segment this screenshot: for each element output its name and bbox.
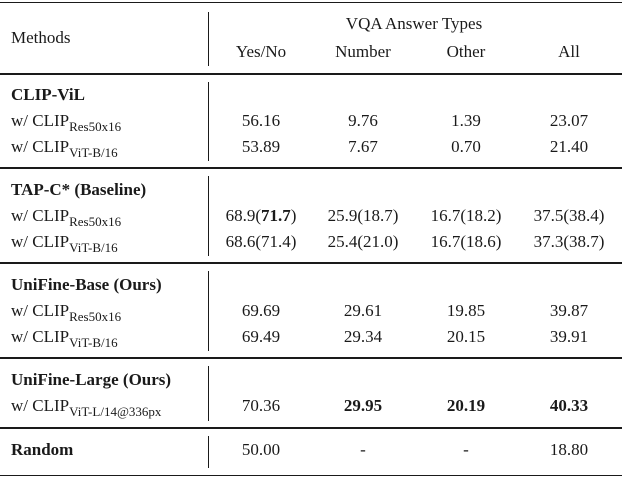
- cell-clipvil-vitb16-number: 7.67: [348, 137, 378, 156]
- cell-unifine-base-res50-all: 39.87: [549, 301, 589, 320]
- cell-unifine-base-vitb16-all: 39.91: [549, 327, 589, 346]
- bottom-rule: [0, 475, 622, 476]
- cell-tapc-vitb16-other: 16.7(18.6): [430, 232, 502, 251]
- cell-random-all: 18.80: [549, 440, 589, 459]
- method-prefix: w/ CLIP: [11, 301, 70, 320]
- value-bold: 71.7: [261, 206, 291, 225]
- col-other-header: Other: [446, 42, 486, 61]
- method-tapc-res50: [11, 206, 122, 229]
- cell-unifine-large-yesno: 70.36: [241, 396, 281, 415]
- cell-clipvil-res50-yesno: 56.16: [241, 111, 281, 130]
- vsep-unifine-base: [208, 271, 209, 351]
- cell-clipvil-vitb16-yesno: 53.89: [241, 137, 281, 156]
- cell-unifine-base-vitb16-number: 29.34: [343, 327, 383, 346]
- method-sub: Res50x16: [69, 214, 122, 229]
- value-prefix: 68.9(: [225, 206, 261, 225]
- header-rule: [0, 73, 622, 75]
- cell-tapc-res50-all: 37.5(38.4): [533, 206, 605, 225]
- method-random: Random: [11, 440, 74, 459]
- method-prefix: w/ CLIP: [11, 137, 70, 156]
- tapc-rule: [0, 262, 622, 264]
- method-sub: ViT-B/16: [69, 335, 118, 350]
- cell-random-yesno: 50.00: [241, 440, 281, 459]
- method-prefix: w/ CLIP: [11, 396, 70, 415]
- methods-header: Methods: [11, 28, 71, 47]
- method-prefix: w/ CLIP: [11, 232, 70, 251]
- method-sub: ViT-L/14@336px: [69, 404, 162, 419]
- vsep-random: [208, 436, 209, 468]
- cell-unifine-base-vitb16-other: 20.15: [446, 327, 486, 346]
- col-all-header: All: [558, 42, 580, 61]
- method-sub: Res50x16: [69, 309, 122, 324]
- unifine-large-rule: [0, 427, 622, 429]
- method-sub: ViT-B/16: [69, 240, 118, 255]
- cell-unifine-large-number: 29.95: [343, 396, 383, 415]
- vsep-clipvil: [208, 82, 209, 161]
- vsep-unifine-large: [208, 366, 209, 421]
- method-clipvil-vitb16: [11, 137, 118, 160]
- cell-tapc-vitb16-number: 25.4(21.0): [327, 232, 399, 251]
- cell-unifine-base-vitb16-yesno: 69.49: [241, 327, 281, 346]
- vsep-header: [208, 12, 209, 66]
- cell-unifine-base-res50-number: 29.61: [343, 301, 383, 320]
- cell-clipvil-res50-number: 9.76: [348, 111, 378, 130]
- cell-random-other: -: [463, 440, 469, 459]
- method-prefix: w/ CLIP: [11, 206, 70, 225]
- method-sub: ViT-B/16: [69, 145, 118, 160]
- cell-tapc-res50-yesno: [226, 206, 297, 226]
- cell-unifine-large-all: 40.33: [549, 396, 589, 415]
- method-prefix: w/ CLIP: [11, 327, 70, 346]
- cell-tapc-res50-number: 25.9(18.7): [327, 206, 399, 225]
- unifine-base-rule: [0, 357, 622, 359]
- top-rule: [0, 2, 622, 3]
- cell-tapc-vitb16-all: 37.3(38.7): [533, 232, 605, 251]
- cell-unifine-base-res50-yesno: 69.69: [241, 301, 281, 320]
- method-clipvil-res50: [11, 111, 122, 134]
- vsep-tapc: [208, 176, 209, 256]
- cell-clipvil-res50-all: 23.07: [549, 111, 589, 130]
- cell-tapc-res50-other: 16.7(18.2): [430, 206, 502, 225]
- col-yesno-header: Yes/No: [235, 42, 287, 61]
- cell-unifine-large-other: 20.19: [446, 396, 486, 415]
- group-title-clipvil: CLIP-ViL: [11, 85, 85, 104]
- method-unifine-base-vitb16: [11, 327, 118, 350]
- cell-tapc-vitb16-yesno: 68.6(71.4): [225, 232, 297, 251]
- cell-unifine-base-res50-other: 19.85: [446, 301, 486, 320]
- vqa-answer-types-header: VQA Answer Types: [345, 14, 483, 33]
- method-sub: Res50x16: [69, 119, 122, 134]
- method-tapc-vitb16: [11, 232, 118, 255]
- cell-random-number: -: [360, 440, 366, 459]
- cell-clipvil-res50-other: 1.39: [451, 111, 481, 130]
- value-suffix: ): [290, 206, 297, 225]
- col-number-header: Number: [335, 42, 391, 61]
- clipvil-rule: [0, 167, 622, 169]
- cell-clipvil-vitb16-all: 21.40: [549, 137, 589, 156]
- group-title-unifine-large: UniFine-Large (Ours): [11, 370, 172, 389]
- method-unifine-large-vitl14: [11, 396, 162, 419]
- group-title-unifine-base: UniFine-Base (Ours): [11, 275, 162, 294]
- method-prefix: w/ CLIP: [11, 111, 70, 130]
- cell-clipvil-vitb16-other: 0.70: [451, 137, 481, 156]
- method-unifine-base-res50: [11, 301, 122, 324]
- group-title-tapc: TAP-C* (Baseline): [11, 180, 147, 199]
